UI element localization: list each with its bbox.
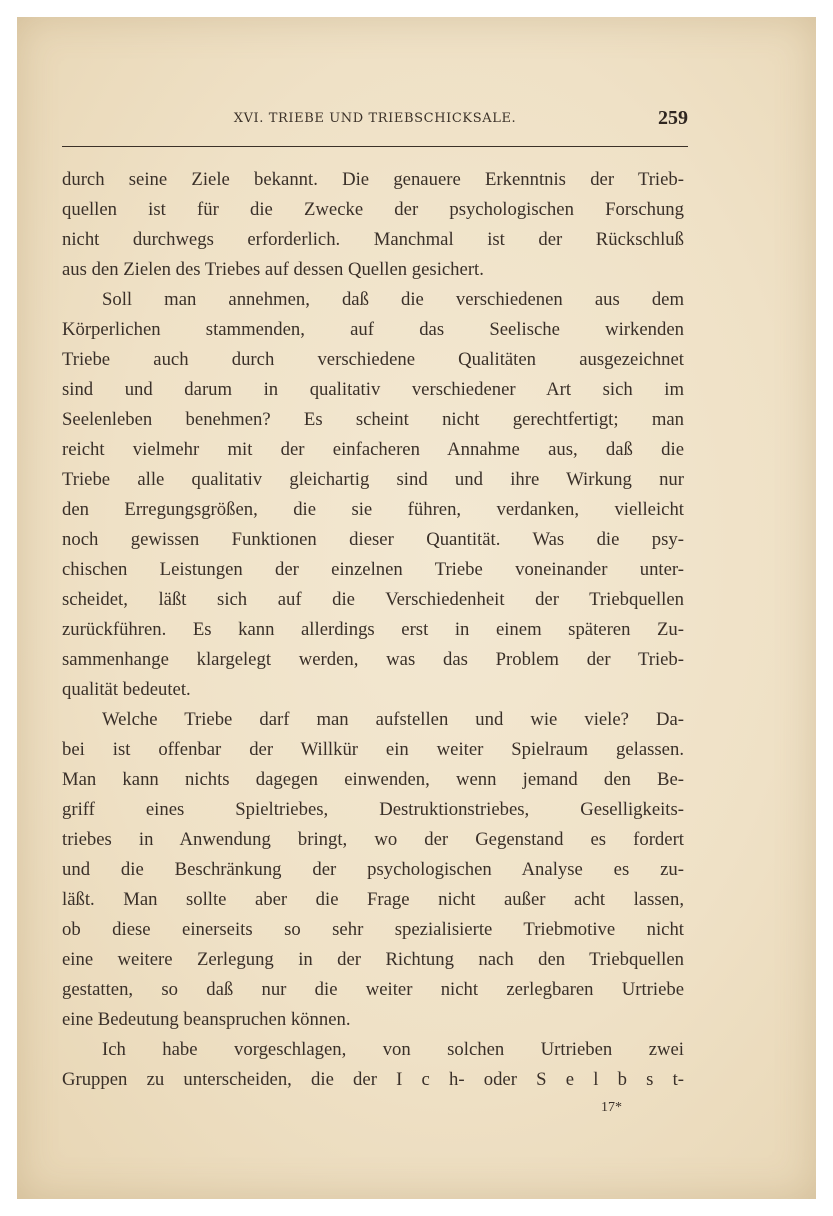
text-line: eine Bedeutung beanspruchen können. [62, 1009, 351, 1030]
text-line: scheidet, läßt sich auf die Verschiedenheit der Triebquellen [62, 589, 684, 610]
running-head-title: XVI. TRIEBE UND TRIEBSCHICKSALE. [233, 111, 517, 126]
text-line: Seelenleben benehmen? Es scheint nicht gerechtfertigt; man [62, 409, 684, 430]
text-line: quellen ist für die Zwecke der psychologischen Forschung [62, 199, 684, 220]
text-line: qualität bedeutet. [62, 679, 191, 700]
book-page [17, 17, 816, 1199]
text-line: Ich habe vorgeschlagen, von solchen Urtrieben zwei [102, 1039, 684, 1060]
text-line: nicht durchwegs erforderlich. Manchmal ist der Rückschluß [62, 229, 684, 250]
text-line: gestatten, so daß nur die weiter nicht zerlegbaren Urtriebe [62, 979, 684, 1000]
text-line: triebes in Anwendung bringt, wo der Gegenstand es fordert [62, 829, 684, 850]
text-line: Welche Triebe darf man aufstellen und wie viele? Da- [102, 709, 684, 730]
text-line: sammenhange klargelegt werden, was das Problem der Trieb- [62, 649, 684, 670]
text-line: durch seine Ziele bekannt. Die genauere Erkenntnis der Trieb- [62, 169, 684, 190]
text-line: ob diese einerseits so sehr spezialisierte Triebmotive nicht [62, 919, 684, 940]
text-line: Triebe auch durch verschiedene Qualitäten ausgezeichnet [62, 349, 684, 370]
text-line: Man kann nichts dagegen einwenden, wenn jemand den Be- [62, 769, 684, 790]
text-line: und die Beschränkung der psychologischen Analyse es zu- [62, 859, 684, 880]
running-head [62, 107, 688, 137]
text-line: Soll man annehmen, daß die verschiedenen aus dem [102, 289, 684, 310]
text-line: chischen Leistungen der einzelnen Triebe voneinander unter- [62, 559, 684, 580]
text-line: den Erregungsgrößen, die sie führen, verdanken, vielleicht [62, 499, 684, 520]
body-text [62, 165, 684, 1095]
text-line: zurückführen. Es kann allerdings erst in einem späteren Zu- [62, 619, 684, 640]
text-line: reicht vielmehr mit der einfacheren Annahme aus, daß die [62, 439, 684, 460]
text-line: griff eines Spieltriebes, Destruktionstriebes, Geselligkeits- [62, 799, 684, 820]
text-line: Körperlichen stammenden, auf das Seelische wirkenden [62, 319, 684, 340]
text-line: noch gewissen Funktionen dieser Quantität. Was die psy- [62, 529, 684, 550]
signature-mark: 17* [601, 1100, 622, 1115]
text-line: läßt. Man sollte aber die Frage nicht außer acht lassen, [62, 889, 684, 910]
text-line: sind und darum in qualitativ verschiedener Art sich im [62, 379, 684, 400]
page-number: 259 [658, 107, 688, 129]
header-rule [62, 146, 688, 147]
text-line: Gruppen zu unterscheiden, die der I c h- oder S e l b s t- [62, 1069, 684, 1090]
text-line: bei ist offenbar der Willkür ein weiter Spielraum gelassen. [62, 739, 684, 760]
text-line: Triebe alle qualitativ gleichartig sind und ihre Wirkung nur [62, 469, 684, 490]
text-line: eine weitere Zerlegung in der Richtung nach den Triebquellen [62, 949, 684, 970]
text-line: aus den Zielen des Triebes auf dessen Quellen gesichert. [62, 259, 484, 280]
